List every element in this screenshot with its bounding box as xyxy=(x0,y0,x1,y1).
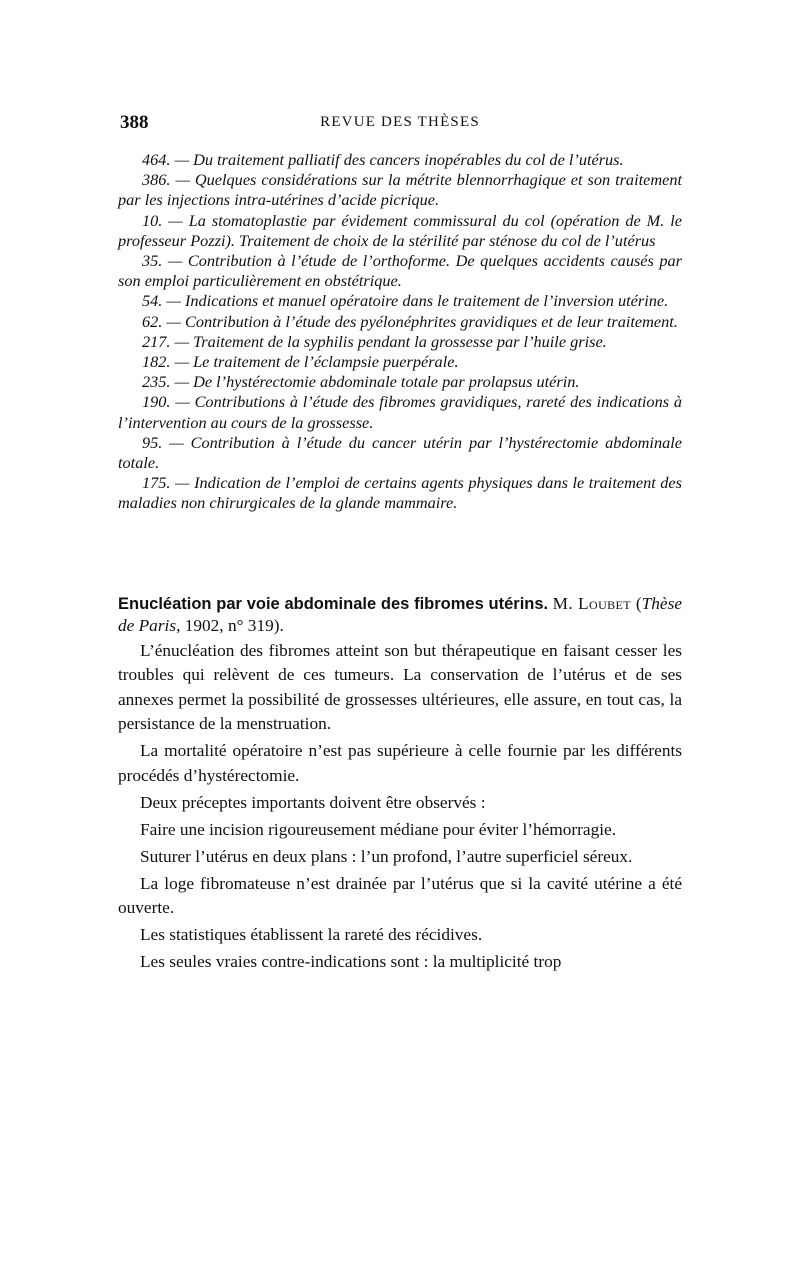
thesis-entry: 95. — Contribution à l’étude du cancer utérin par l’hystérectomie abdominale totale. xyxy=(118,432,682,473)
thesis-entry: 54. — Indications et manuel opératoire dans le traitement de l’inversion utérine. xyxy=(142,291,669,311)
thesis-entry: 175. — Indication de l’emploi de certains agents physiques dans le traitement des maladies non chirurgicales de la glande mammaire. xyxy=(118,473,682,513)
body-paragraph: Les seules vraies contre-indications sont : la multiplicité trop xyxy=(140,952,562,972)
body-paragraph: Faire une incision rigoureusement médiane pour éviter l’hémorragie. xyxy=(140,819,617,839)
body-paragraph: La mortalité opératoire n’est pas supérieure à celle fournie par les différents procédés d’hystérectomie. xyxy=(118,741,682,785)
author-name: Loubet xyxy=(578,594,631,613)
article-title: Enucléation par voie abdominale des fibromes utérins. xyxy=(118,595,549,613)
thesis-entry: 464. — Du traitement palliatif des cancers inopérables du col de l’utérus. xyxy=(142,150,624,169)
source-open: ( xyxy=(635,594,642,613)
page-number: 388 xyxy=(120,112,149,133)
thesis-entry: 35. — Contribution à l’étude de l’orthoforme. De quelques accidents causés par son emploi particulièrement en obstétrique. xyxy=(118,251,682,291)
body-paragraph: L’énucléation des fibromes atteint son but thérapeutique en faisant cesser les troubles qui relèvent de ces tumeurs. La conservation de l’utérus et de ses annexes permet la possibilité de grossesses ultérieures, elle assure, en tout cas, la persistance de la menstruation. xyxy=(118,641,682,734)
body-paragraph: Suturer l’utérus en deux plans : l’un profond, l’autre superficiel séreux. xyxy=(140,846,633,866)
thesis-entry: 10. — La stomatoplastie par évidement commissural du col (opération de M. le professeur Pozzi). Traitement de choix de la stérilité par sténose du col de l’utérus xyxy=(118,210,682,250)
thesis-entry: 235. — De l’hystérectomie abdominale totale par prolapsus utérin. xyxy=(142,372,580,392)
author-initial: M. xyxy=(552,594,574,613)
article-section xyxy=(118,593,682,977)
thesis-entry: 182. — Le traitement de l’éclampsie puerpérale. xyxy=(142,352,459,372)
article-author xyxy=(553,594,636,613)
body-paragraph: Les statistiques établissent la rareté des récidives. xyxy=(140,925,483,945)
body-paragraph: La loge fibromateuse n’est drainée par l’utérus que si la cavité utérine a été ouverte. xyxy=(118,873,682,918)
source-title: Thèse de Paris xyxy=(118,594,682,635)
thesis-list xyxy=(118,150,682,514)
running-head: REVUE DES THÈSES xyxy=(320,114,480,130)
page-header xyxy=(120,112,680,140)
thesis-entry: 386. — Quelques considérations sur la métrite blennorrhagique et son traitement par les injections intra-utérines d’acide picrique. xyxy=(118,170,682,210)
thesis-entry: 217. — Traitement de la syphilis pendant la grossesse par l’huile grise. xyxy=(142,331,607,351)
article-heading xyxy=(118,593,682,636)
thesis-entry: 62. — Contribution à l’étude des pyélonéphrites gravidiques et de leur traitement. xyxy=(142,311,678,331)
thesis-entry: 190. — Contributions à l’étude des fibromes gravidiques, rareté des indications à l’intervention au cours de la grossesse. xyxy=(118,392,682,432)
body-paragraph: Deux préceptes importants doivent être observés : xyxy=(140,792,486,812)
source-rest: , 1902, n° 319). xyxy=(176,616,284,635)
